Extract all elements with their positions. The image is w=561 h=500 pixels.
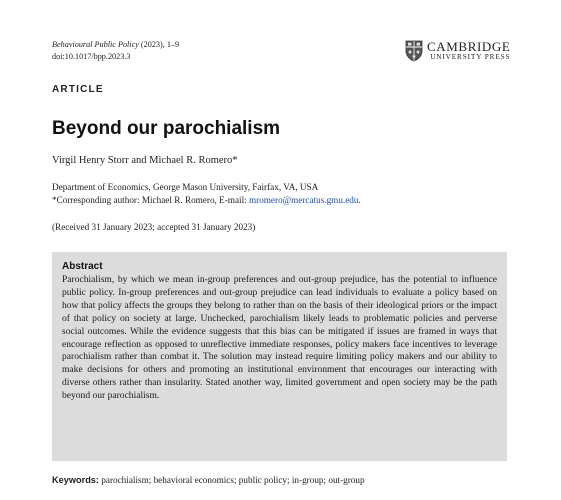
corresponding-author-suffix: .	[358, 194, 361, 205]
publisher-subname: UNIVERSITY PRESS	[430, 53, 511, 61]
keywords-list: parochialism; behavioral economics; public policy; in-group; out-group	[98, 475, 365, 485]
received-dates: (Received 31 January 2023; accepted 31 January 2023)	[52, 222, 256, 232]
journal-citation	[52, 39, 179, 51]
journal-doi[interactable]: doi:10.1017/bpp.2023.3	[52, 52, 131, 61]
cambridge-shield-icon	[405, 40, 423, 62]
corresponding-author-prefix: *Corresponding author: Michael R. Romero, E-mail:	[52, 194, 249, 205]
author-list: Virgil Henry Storr and Michael R. Romero*	[52, 155, 238, 166]
article-title: Beyond our parochialism	[52, 118, 281, 139]
publisher-logo	[405, 40, 510, 62]
keywords	[52, 475, 365, 485]
abstract-heading: Abstract	[62, 261, 103, 272]
journal-info	[52, 39, 179, 63]
affiliations	[52, 181, 361, 206]
keywords-label: Keywords:	[52, 475, 99, 485]
journal-volume: (2023), 1–9	[138, 40, 180, 49]
journal-name: Behavioural Public Policy	[52, 40, 139, 49]
abstract-box	[52, 252, 507, 461]
publisher-name: CAMBRIDGE	[427, 39, 511, 54]
corresponding-author	[52, 194, 361, 207]
abstract-text: Parochialism, by which we mean in-group preferences and out-group prejudice, has the potential to influence public policy. In-group preferences and out-group prejudice can lead individuals to evaluate a policy based on how that policy affects the groups they belong to rather than on the basis of their ideological priors or the impact of that policy on society at large. Unchecked, parochialism likely leads to problematic policies and perverse social outcomes. While the evidence suggests that this bias can be mitigated if issues are framed in ways that encourage reflection as opposed to unreflective immediate responses, policy makers face incentives to leverage parochialism rather than combat it. The solution may instead require limiting policy makers and our ability to make decisions for others and promoting an institutional environment that encourages our interacting with diverse others rather than insularity. Stated another way, limited government and open society may be the path beyond our parochialism.	[62, 274, 497, 402]
corresponding-email-link[interactable]: mromero@mercatus.gmu.edu	[248, 194, 359, 205]
article-type-label: ARTICLE	[52, 84, 104, 95]
affiliation-department: Department of Economics, George Mason University, Fairfax, VA, USA	[52, 182, 319, 192]
